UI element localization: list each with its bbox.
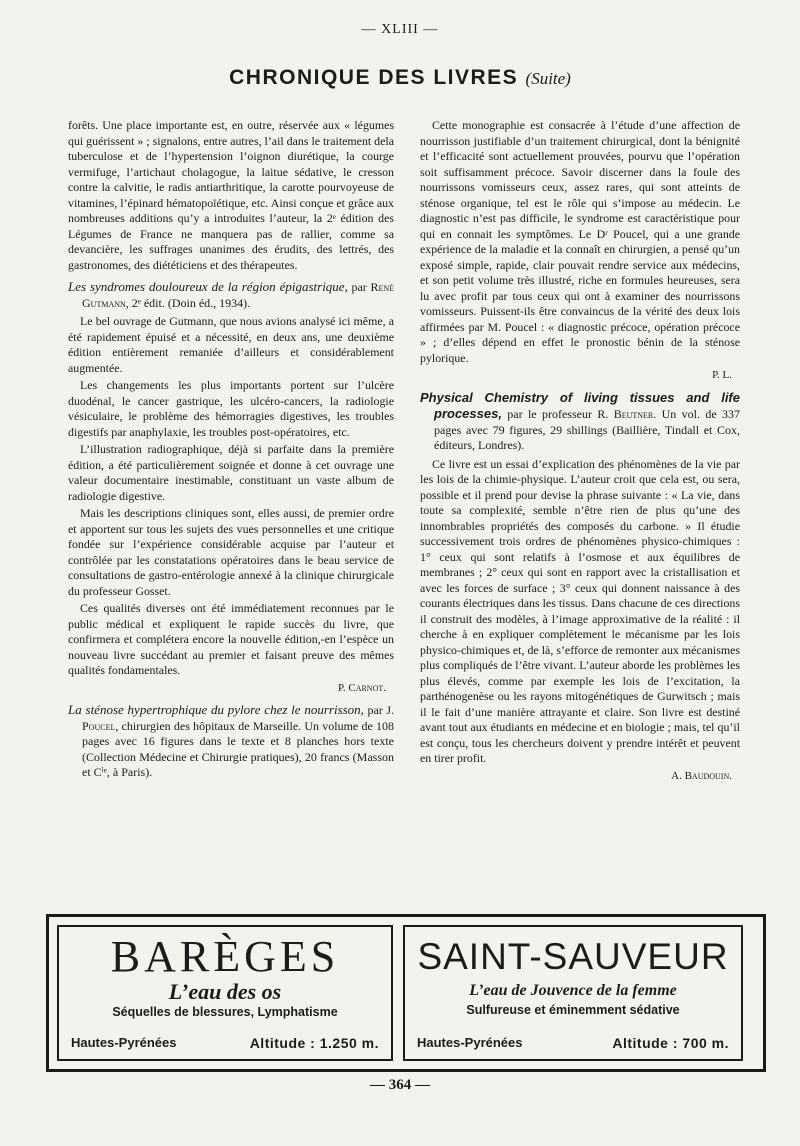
review-author: J. Poucel	[82, 703, 394, 733]
review-title: Les syndromes douloureux de la région épigastrique,	[68, 279, 348, 294]
review-paragraph: L’illustration radiographique, déjà si parfaite dans la première édition, a été particulièrement soignée et donne à cet ouvrage une valeur documentaire inestimable, constituant un vaste album de radiologie digestive.	[68, 442, 394, 503]
review-signature: P. Carnot.	[337, 681, 386, 694]
review-details: , chirurgien des hôpitaux de Marseille. Un volume de 108 pages avec 16 figures dans le texte et 8 planches hors texte (Collection Médecine et Chirurgie pratiques), 20 francs (Masson et Cⁱᵉ, à Paris).	[82, 718, 394, 779]
ad-altitude: Altitude : 700 m.	[612, 1035, 729, 1051]
review-details: , 2ᵉ édit. (Doin éd., 1934).	[125, 295, 251, 310]
ad-bareges	[57, 925, 393, 1061]
right-column	[420, 118, 740, 788]
review-signature: P. L.	[712, 369, 732, 381]
review-paragraph: Le bel ouvrage de Gutmann, que nous avions analysé ici même, a été rapidement épuisé et a nécessité, en deux ans, une deuxième édition entièrement remaniée d’ailleurs et considérablement augmentée.	[68, 314, 394, 375]
page-number: — 364 —	[370, 1077, 430, 1093]
review-paragraph: Mais les descriptions cliniques sont, elles aussi, de premier ordre et apportent sur tous les sujets des vues personnelles et une critique fondée sur l’expérience considérable acquise par l’auteur et contrôlée par les constatations opératoires dans le beau service de consultations de gastro-entérologie annexé à la clinique chirurgicale du professeur Gosset.	[68, 506, 394, 598]
ad-altitude: Altitude : 1.250 m.	[249, 1035, 379, 1051]
review-author: R. Beutner	[597, 407, 654, 421]
review-by: par	[363, 703, 387, 717]
intro-paragraph: forêts. Une place importante est, en outre, réservée aux « légumes qui guérissent » ; signalons, entre autres, l’ail dans le traitement dela tuberculose et de l’hypertension l’oignon diurétique, la courge vermifuge, l’artichaut cholagogue, la laitue sédative, le cresson contre la calvitie, le radis antiarthritique, la carotte pourvoyeuse de vitamines, l’épinard hématopoïétique, etc. Ainsi conçue et grâce aux nombreuses additions qu’y a introduites l’auteur, la 2ᵉ édition des Légumes de France ne manquera pas de rallier, comme sa devancière, les suffrages unanimes des érudits, des lettrés, des gastronomes, des diététiciens et des thérapeutes.	[68, 118, 394, 272]
review-details: . Un vol. de 337 pages avec 79 figures, 29 shillings (Baillière, Tindall et Cox, éditeurs, Londres).	[434, 407, 740, 452]
ad-tagline: L’eau de Jouvence de la femme	[469, 982, 677, 999]
review-by: par le professeur	[501, 407, 598, 421]
ad-description: Séquelles de blessures, Lymphatisme	[112, 1005, 338, 1019]
ad-name: SAINT-SAUVEUR	[417, 936, 729, 977]
review-paragraph: Cette monographie est consacrée à l’étude d’une affection de nourrisson justifiable d’un traitement chirurgical, dont la bénignité et l’efficacité sont actuellement prouvées, pourvu que l’opération soit suffisamment précoce. Savoir discerner dans la foule des nourrissons vomisseurs ceux, assez rares, qui sont atteints de sténose organique, tel est le rôle qui s’impose au médecin. Le diagnostic n’est pas difficile, le syndrome est caractéristique pour qui en connait les symptômes. Le Dʳ Poucel, qui a une grande expérience de la maladie et la connaît en chirurgien, a pensé qu’un exposé simple, rapide, clair pouvait rendre service aux médecins, et son petit volume très illustré, riche en formules heureuses, sera lu avec profit par tous ceux qui ont à examiner des nourrissons vomisseurs. Puissent-ils être convaincus de la vérité des deux lois affirmées par M. Poucel : « diagnostic précoce, opération précoce » ; d’elles dépend en effet le pronostic bénin de la sténose pylorique.	[420, 118, 740, 365]
review-heading-poucel	[68, 702, 394, 781]
page-roman-numeral: — XLIII —	[361, 22, 439, 37]
review-paragraph: Ce livre est un essai d’explication des phénomènes de la vie par les lois de la chimie-physique. L’auteur croit que cela est, ou sera, possible et il prend pour devise la phrase suivante : « La vie, dans toute sa complexité, semble n’être rien de plus qu’une des innombrables propriétés des composés du carbone. » Il étudie successivement trois ordres de phénomènes physico-chimiques : 1° ceux qui sont relatifs à l’osmose et aux équilibres de membranes ; 2° ceux qui sont en rapport avec la cristallisation et avec les forces de surface ; 3° ceux qui donnent naissance à des courants électriques dans les tissus. Dans chacune de ces directions il construit des modèles, à l’image approximative de la réalité : il cherche à en expliquer complètement le mécanisme par les lois physico-chimiques et, de là, s’efforce de remonter aux mécanismes plus compliqués de l’être vivant. L’auteur aborde les problèmes les plus élevés, comme par exemple les lois de l’excitation, la parthénogenèse ou les rayons mitogénétiques de Gurwitsch ; mais il le fait d’une manière attrayante et claire. Son livre est destiné avant tout aux étudiants en médecine et en biologie ; mais, tel qu’il est conçu, tous les chercheurs doivent y prendre intérêt et peuvent en tirer profit.	[420, 456, 740, 765]
review-by: par	[347, 280, 371, 294]
page-title-suffix: (Suite)	[525, 69, 571, 88]
ad-description: Sulfureuse et éminemment sédative	[466, 1003, 680, 1017]
review-paragraph: Les changements les plus importants portent sur l’ulcère duodénal, le cancer gastrique, les ulcéro-cancers, la radiologie vésiculaire, le problème des hémorragies digestives, les troubles digestifs par anaphylaxie, les troubles post-opératoires, etc.	[68, 378, 394, 439]
advertisement-frame	[46, 914, 766, 1072]
review-heading-gutmann	[68, 279, 394, 311]
ad-footer	[417, 1035, 729, 1051]
ad-footer	[71, 1035, 379, 1051]
ad-name: BARÈGES	[110, 932, 340, 981]
ad-saint-sauveur	[403, 925, 743, 1061]
page-title	[0, 66, 800, 90]
page-title-main: CHRONIQUE DES LIVRES	[229, 66, 519, 89]
review-paragraph: Ces qualités diverses ont été immédiatement reconnues par le public médical et expliquent le rapide succès du livre, que confirmera et complétera encore la nouvelle édition,-en l’espèce un nouveau livre succédant au premier et faisant preuve des mêmes qualités fondamentales.	[68, 601, 394, 677]
review-signature: A. Baudouin.	[671, 769, 732, 782]
review-title: La sténose hypertrophique du pylore chez le nourrisson,	[68, 702, 364, 717]
review-heading-beutner	[420, 390, 740, 454]
review-title: Physical Chemistry of living tissues and life processes,	[420, 389, 740, 421]
left-column	[68, 118, 394, 784]
ad-region: Hautes-Pyrénées	[417, 1035, 523, 1050]
review-author: René Gutmann	[82, 280, 394, 310]
ad-region: Hautes-Pyrénées	[71, 1035, 177, 1050]
ad-tagline: L’eau des os	[168, 979, 282, 1004]
